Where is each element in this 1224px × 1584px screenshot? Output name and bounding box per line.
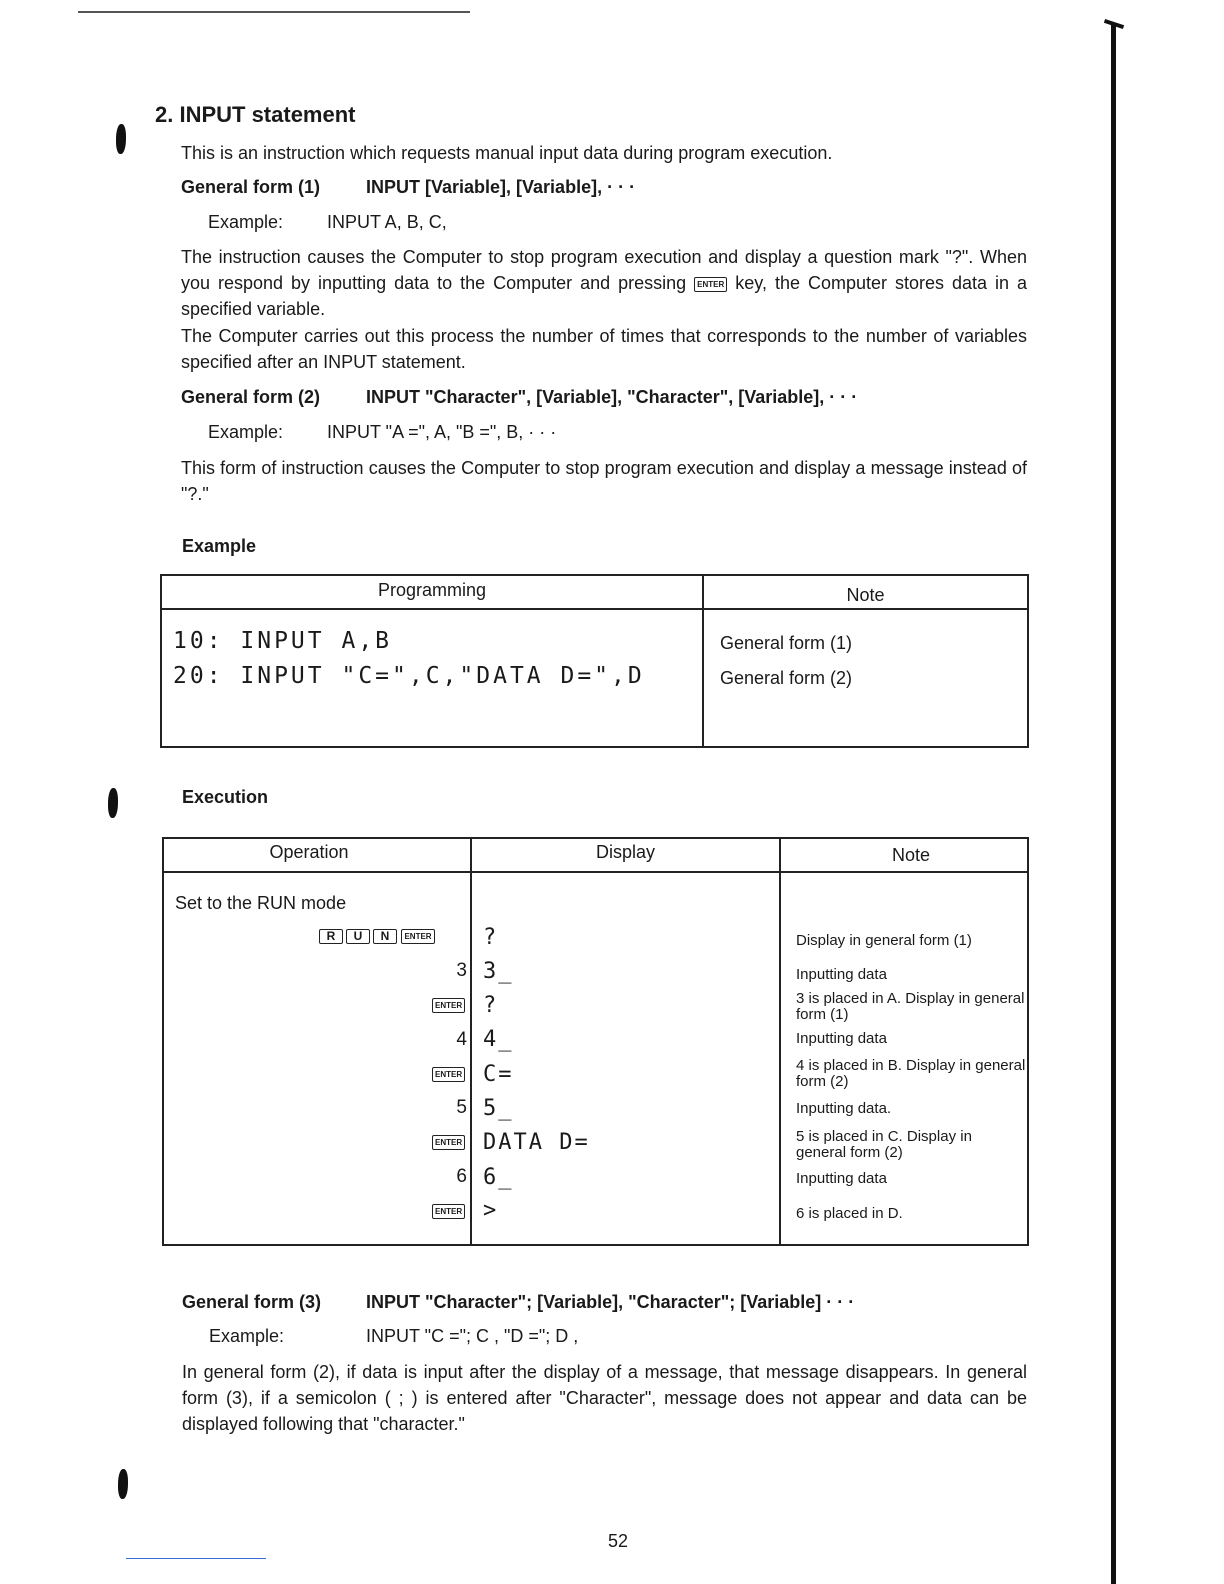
execution-col-note: Note: [891, 845, 931, 865]
enter-key-icon: ENTER: [432, 1135, 465, 1150]
display-row-1: ?: [483, 925, 499, 950]
form2-label: General form (2): [181, 387, 321, 407]
note-row-3: 3 is placed in A. Display in general form (1): [796, 990, 1025, 1023]
form3-description: In general form (2), if data is input after the display of a message, that message disappears. In general form (3), if a semicolon ( ; ) is entered after "Character", message does not appear and data can be displayed following that "character.": [182, 1362, 1027, 1434]
display-row-8: 6_: [483, 1165, 514, 1190]
form2-syntax: INPUT "Character", [Variable], "Character", [Variable], · · ·: [366, 387, 858, 407]
enter-key-icon: ENTER: [694, 277, 727, 292]
note-row-1: Display in general form (1): [796, 932, 972, 949]
op-row-7: [432, 1134, 465, 1152]
op-row-5: [432, 1066, 465, 1084]
key-r: R: [319, 929, 343, 944]
key-n: N: [373, 929, 397, 944]
execution-heading: Execution: [182, 787, 269, 807]
note-row-5: 4 is placed in B. Display in general form (2): [796, 1057, 1026, 1090]
form1-description-a: The instruction causes the Computer to stop program execution and display a question mark "?". When you respond by inputting data to the Computer and pressing: [181, 247, 1027, 293]
run-mode-instruction: Set to the RUN mode: [175, 893, 347, 913]
execution-col-operation: Operation: [269, 842, 349, 862]
section-intro: This is an instruction which requests manual input data during program execution.: [181, 143, 833, 163]
form1-example-label: Example:: [208, 212, 284, 232]
punch-hole-top: [116, 124, 126, 154]
op-row-2: 3: [456, 960, 467, 981]
program-line-20: 20: INPUT "C=",C,"DATA D=",D: [173, 663, 645, 689]
note-row-6: Inputting data.: [796, 1100, 892, 1117]
display-row-3: ?: [483, 993, 499, 1018]
example-col-note: Note: [846, 585, 885, 605]
form2-example-code: INPUT "A =", A, "B =", B, · · ·: [327, 422, 557, 442]
program-note-1: General form (1): [720, 633, 853, 653]
op-row-6: 5: [456, 1097, 467, 1118]
punch-hole-bottom: [118, 1469, 128, 1499]
bottom-rule: [126, 1558, 266, 1559]
op-row-8: 6: [456, 1166, 467, 1187]
note-row-9: 6 is placed in D.: [796, 1205, 903, 1222]
display-row-9: >: [483, 1198, 499, 1223]
page-number: 52: [607, 1531, 629, 1551]
note-row-2: Inputting data: [796, 966, 887, 983]
form1-description: [181, 244, 1027, 322]
execution-col-divider-1: [470, 837, 472, 1246]
enter-key-icon: ENTER: [432, 1067, 465, 1082]
program-note-2: General form (2): [720, 668, 853, 688]
form1-syntax: INPUT [Variable], [Variable], · · ·: [366, 177, 636, 197]
note-row-7: 5 is placed in C. Display in general form (2): [796, 1128, 972, 1161]
form2-example-label: Example:: [208, 422, 284, 442]
enter-key-icon: ENTER: [432, 1204, 465, 1219]
note-row-4: Inputting data: [796, 1030, 887, 1047]
form1-example-code: INPUT A, B, C,: [327, 212, 447, 232]
form1-label: General form (1): [181, 177, 321, 197]
punch-hole-middle: [108, 788, 118, 818]
section-title: 2. INPUT statement: [155, 102, 356, 127]
top-rule: [78, 11, 470, 13]
op-row-9: [432, 1203, 465, 1221]
form1-description-2: The Computer carries out this process the number of times that corresponds to the number of variables specified after an INPUT statement.: [181, 326, 1027, 372]
form3-label: General form (3): [182, 1292, 322, 1312]
enter-key-icon: ENTER: [401, 929, 434, 944]
example-table-header-rule: [160, 608, 1029, 610]
display-row-5: C=: [483, 1062, 514, 1087]
enter-key-icon: ENTER: [432, 998, 465, 1013]
execution-col-divider-2: [779, 837, 781, 1246]
form3-syntax: INPUT "Character"; [Variable], "Character"; [Variable] · · ·: [366, 1292, 855, 1312]
form2-description: This form of instruction causes the Computer to stop program execution and display a message instead of "?.": [181, 458, 1027, 504]
key-u: U: [346, 929, 370, 944]
op-run-enter: [316, 928, 435, 946]
display-row-2: 3_: [483, 959, 514, 984]
example-heading: Example: [182, 536, 257, 556]
example-col-programming: Programming: [377, 580, 487, 600]
form3-example-code: INPUT "C ="; C , "D ="; D ,: [366, 1326, 579, 1346]
form1-description-b: key, the Computer stores data in a specified variable.: [181, 273, 1028, 319]
execution-table-header-rule: [162, 871, 1029, 873]
op-row-4: 4: [456, 1029, 467, 1050]
display-row-6: 5_: [483, 1096, 514, 1121]
program-line-10: 10: INPUT A,B: [173, 628, 393, 654]
display-row-7: DATA D=: [483, 1130, 590, 1155]
op-row-3: [432, 997, 465, 1015]
note-row-8: Inputting data: [796, 1170, 887, 1187]
execution-col-display: Display: [595, 842, 656, 862]
display-row-4: 4_: [483, 1027, 514, 1052]
page-edge-line: [1111, 24, 1116, 1584]
form3-example-label: Example:: [209, 1326, 285, 1346]
